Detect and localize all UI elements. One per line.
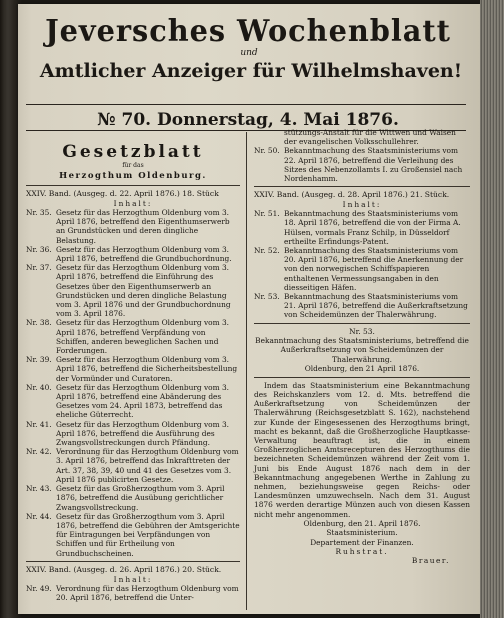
issue-line-3: XXIV. Band. (Ausgeg. d. 28. April 1876.) 21. Stück.	[254, 190, 450, 200]
list-item: Nr. 40. Gesetz für das Herzogthum Oldenburg vom 3. April 1876, betreffend eine Abänderung des Gesetzes vom 24. April 1873, betreffend das eheliche Güterrecht.	[26, 382, 230, 420]
list-item: Nr. 42. Verordnung für das Herzogthum Oldenburg vom 3. April 1876, betreffend das Inkrafttreten der Art. 37, 38, 39, 40 und 41 des Gesetzes vom 3. April 1876 publicirten Gesetze.	[26, 447, 239, 484]
inhalt-heading-3: Inhalt:	[342, 200, 382, 210]
masthead-title: Jeversches Wochenblatt	[45, 14, 451, 49]
list-item: Nr. 50. Bekanntmachung des Staatsministeriums vom 22. April 1876, betreffend die Verleihung des Sitzes des Nebenzollamts I. zu Großensiel nach Nordenhamm.	[254, 146, 463, 184]
list-item: Nr. 39. Gesetz für das Herzogthum Oldenburg vom 3. April 1876, betreffend die Sicherheitsbestellung der Vormünder und Curatoren.	[26, 355, 238, 383]
nr53-heading: Nr. 53.	[349, 326, 375, 336]
divider	[26, 561, 240, 562]
nr53-title: Bekanntmachung des Staatsministeriums, betreffend die Außerkraftsetzung von Scheidemünzen der Thalerwährung.	[255, 336, 469, 364]
rule-top	[26, 104, 466, 105]
signature-department: Departement der Finanzen.	[310, 537, 414, 547]
divider	[26, 185, 240, 186]
right-column	[254, 128, 470, 566]
signature-name: Ruhstrat.	[335, 546, 389, 556]
list-item: Nr. 51. Bekanntmachung des Staatsministeriums vom 18. April 1876, betreffend die von der Firma A. Hülsen, vormals Franz Schilp, in Düsseldorf ertheilte Erfindungs-Patent.	[254, 209, 461, 246]
list-item: Nr. 37. Gesetz für das Herzogthum Oldenburg vom 3. April 1876, betreffend die Einführung des Gesetzes über den Eigenthumserwerb an Grundstücken und deren dingliche Belastung vom 3. April 1876 und der Grundbuchordnung vom 3. April 1876.	[26, 263, 231, 319]
list-item-continued: stützungs-Anstalt für die Wittwen und Waisen der evangelischen Volksschullehrer.	[284, 128, 456, 147]
gesetzblatt-fuer: für das	[122, 162, 144, 169]
divider	[254, 186, 470, 187]
inhalt-heading: Inhalt:	[113, 199, 153, 208]
list-item: Nr. 43. Gesetz für das Großherzogthum vom 3. April 1876, betreffend die Ausübung gerichtlicher Zwangsvollstreckung.	[26, 484, 225, 512]
gesetzblatt-title: Gesetzblatt	[62, 142, 204, 162]
signature-date: Oldenburg, den 21. April 1876.	[303, 518, 421, 528]
signature-clerk: Brauer.	[411, 556, 450, 566]
masthead-und: und	[240, 48, 258, 58]
nr53-body: Indem das Staatsministerium eine Bekanntmachung des Reichskanzlers vom 12. d. Mts. betreffend die Außerkraftsetzung von Scheidemünzen der Thalerwährung (Reichsgesetzblatt S. 162), nachstehend zur Kunde der Eingesessenen des Herzogthums bringt, macht es bekannt, daß die Großherzogliche Hauptkasse-Verwaltung beauftragt ist, die in einem Großherzoglichen Amtsrecepturen des Herzogthums die bezeichneten Scheidemünzen während der Zeit vom 1. Juni bis Ende August 1876 nach dem in der Bekanntmachung angegebenen Werthe in Zahlung zu nehmen, beziehungsweise gegen Reichs- oder Landesmünzen umzuwechseln. Nach dem 31. August 1876 werden derartige Münzen auch von diesen Kassen nicht mehr angenommen.	[254, 380, 470, 519]
nr53-date: Oldenburg, den 21 April 1876.	[304, 364, 420, 374]
list-item: Nr. 38. Gesetz für das Herzogthum Oldenburg vom 3. April 1876, betreffend Verpfändung von Schiffen, anderen beweglichen Sachen und Forderungen.	[26, 318, 230, 356]
column-divider	[246, 132, 247, 610]
list-item: Nr. 49. Verordnung für das Herzogthum Oldenburg vom 20. April 1876, betreffend die Unter-	[26, 583, 239, 602]
gesetzblatt-territory: Herzogthum Oldenburg.	[59, 171, 207, 181]
list-item: Nr. 41. Gesetz für das Herzogthum Oldenburg vom 3. April 1876, betreffend die Ausführung des Zwangsvollstreckungen durch Pfändung.	[26, 419, 230, 448]
issue-dateline: № 70. Donnerstag, 4. Mai 1876.	[97, 110, 399, 130]
divider	[254, 377, 470, 378]
newspaper-page	[18, 4, 480, 614]
list-item: Nr. 35. Gesetz für das Herzogthum Oldenburg vom 3. April 1876, betreffend den Eigenthumserwerb an Grundstücken und deren dingliche Belastung.	[26, 208, 230, 245]
issue-line: XXIV. Band. (Ausgeg. d. 22. April 1876.) 18. Stück	[26, 189, 219, 198]
list-item: Nr. 44. Gesetz für das Großherzogthum vom 3. April 1876, betreffend die Gebühren der Amtsgerichte für Eintragungen bei Verpfändungen von Schiffen und für Ertheilung von Grundbuchscheinen.	[26, 511, 240, 558]
list-item: Nr. 52. Bekanntmachung des Staatsministeriums vom 20. April 1876, betreffend die Anerkennung der von den norwegischen Schiffspapieren enthaltenen Vermessungsangaben in den diesseitigen Häfen.	[254, 246, 464, 292]
inhalt-heading-2: Inhalt:	[113, 574, 153, 584]
list-item: Nr. 36. Gesetz für das Herzogthum Oldenburg vom 3. April 1876, betreffend die Grundbuchordnung.	[26, 244, 232, 264]
divider	[254, 323, 470, 324]
masthead-subtitle: Amtlicher Anzeiger für Wilhelmshaven!	[39, 60, 463, 82]
issue-line-2: XXIV. Band. (Ausgeg. d. 26. April 1876.) 20. Stück.	[26, 564, 222, 574]
book-page-edges	[480, 0, 504, 618]
list-item: Nr. 53. Bekanntmachung des Staatsministeriums vom 21. April 1876, betreffend die Außerkraftsetzung von Scheidemünzen der Thalerwährung.	[254, 292, 468, 320]
left-column	[26, 142, 240, 602]
signature-ministry: Staatsministerium.	[326, 528, 398, 538]
